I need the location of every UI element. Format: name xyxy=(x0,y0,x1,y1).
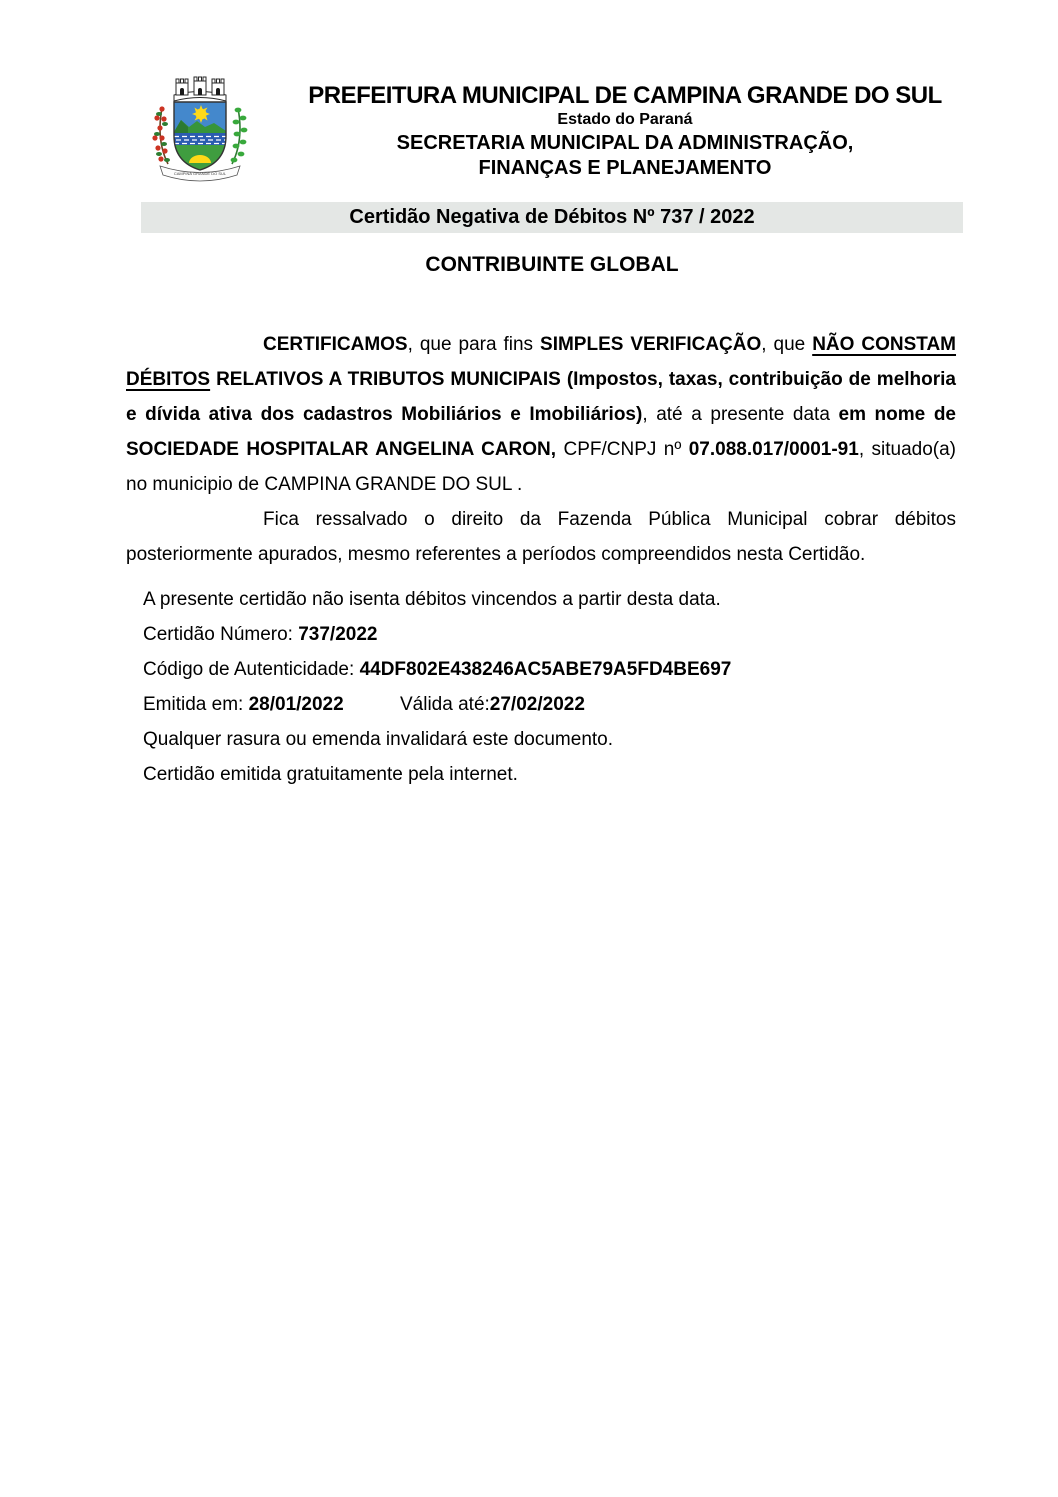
p1-segment: em nome de SOCIEDADE HOSPITALAR ANGELINA CARON, xyxy=(126,404,957,460)
certificate-body xyxy=(126,327,956,572)
p1-segment: CERTIFICAMOS xyxy=(263,334,408,355)
p1-segment: NÃO CONSTAM DÉBITOS xyxy=(126,334,957,390)
dates-line xyxy=(143,687,965,722)
auth-code-line xyxy=(143,652,965,687)
certificate-number-label: Certidão Número: xyxy=(143,624,299,645)
p1-segment: CPF/CNPJ nº xyxy=(556,439,689,460)
certificate-number-value: 737/2022 xyxy=(298,624,378,645)
certificate-title-bar xyxy=(141,202,963,233)
certificate-number-line xyxy=(143,617,965,652)
municipal-coat-of-arms-icon xyxy=(148,74,252,186)
valid-until-label: Válida até: xyxy=(400,694,490,715)
issued-group xyxy=(143,687,400,722)
certificate-details xyxy=(143,582,965,792)
left-branch xyxy=(152,106,170,164)
secretary-line-2: FINANÇAS E PLANEJAMENTO xyxy=(478,157,772,179)
secretary-line-1: SECRETARIA MUNICIPAL DA ADMINISTRAÇÃO, xyxy=(396,132,854,154)
right-branch xyxy=(231,108,248,164)
auth-code-label: Código de Autenticidade: xyxy=(143,659,360,680)
mural-crown xyxy=(174,77,226,101)
no-exempt-line: A presente certidão não isenta débitos vincendos a partir desta data. xyxy=(143,589,721,610)
issued-value: 28/01/2022 xyxy=(248,694,344,715)
p1-segment: RELATIVOS A TRIBUTOS MUNICIPAIS (Impostos, taxas, contribuição de melhoria e dívida ativa dos cadastros Mobiliários e Imobiliários) xyxy=(126,369,956,425)
issued-label: Emitida em: xyxy=(143,694,249,715)
contributor-type-heading: CONTRIBUINTE GLOBAL xyxy=(425,253,679,276)
certification-paragraph xyxy=(126,327,956,502)
state-line: Estado do Paraná xyxy=(557,111,693,128)
valid-until-value: 27/02/2022 xyxy=(489,694,585,715)
p1-segment: , situado(a) no municipio de CAMPINA GRANDE DO SUL . xyxy=(126,439,957,495)
letterhead xyxy=(250,82,1000,181)
internet-line: Certidão emitida gratuitamente pela internet. xyxy=(143,764,518,785)
p1-segment: , que para fins xyxy=(407,334,541,355)
certificate-title: Certidão Negativa de Débitos Nº 737 / 2022 xyxy=(349,206,755,228)
ribbon-text: CAMPINA GRANDE DO SUL xyxy=(173,171,227,176)
p1-segment: SIMPLES VERIFICAÇÃO xyxy=(540,334,762,355)
p1-segment: , que xyxy=(761,334,813,355)
p1-segment: 07.088.017/0001-91 xyxy=(688,439,859,460)
p1-segment: , até a presente data xyxy=(642,404,839,425)
auth-code-value: 44DF802E438246AC5ABE79A5FD4BE697 xyxy=(359,659,732,680)
erasure-line: Qualquer rasura ou emenda invalidará este documento. xyxy=(143,729,614,750)
reservation-paragraph: Fica ressalvado o direito da Fazenda Pública Municipal cobrar débitos posteriormente apurados, mesmo referentes a períodos compreendidos nesta Certidão. xyxy=(126,509,956,565)
org-name: PREFEITURA MUNICIPAL DE CAMPINA GRANDE DO SUL xyxy=(308,82,942,109)
